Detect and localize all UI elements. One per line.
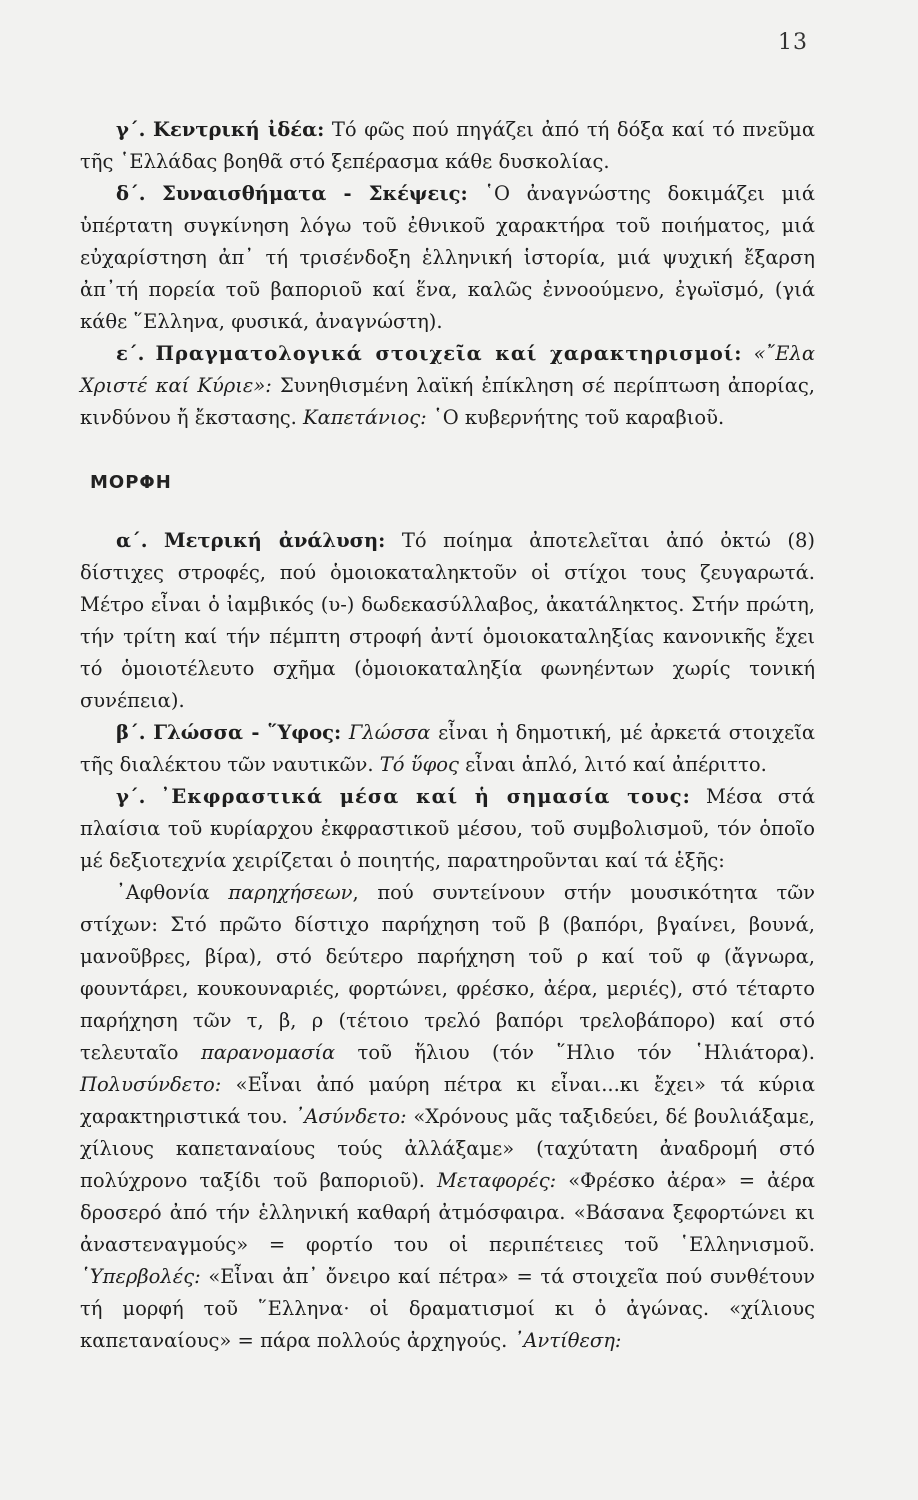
content-section-form bbox=[80, 525, 815, 1357]
paragraph-text: Συνηθισμένη λαϊκή ἐπίκληση σέ περίπτωση ἀπορίας, κινδύνου ἤ ἔκστασης. bbox=[80, 374, 815, 429]
paragraph-marker: δ΄. bbox=[116, 182, 146, 205]
paragraph-feelings-thoughts bbox=[80, 178, 815, 338]
paragraph-expressive-means bbox=[80, 781, 815, 877]
paragraph-text: «Χρόνους μᾶς ταξιδεύει, δέ βουλιάξαμε, χίλιους καπεταναίους τούς ἀλλάξαμε» (ταχύτατη ἀναδρομή στό πολύχρονο ταξίδι τοῦ βαποριοῦ). bbox=[80, 1105, 815, 1192]
paragraph-text: , πού συντείνουν στήν μουσικότητα τῶν στίχων: Στό πρῶτο δίστιχο παρήχηση τοῦ β (βαπόρι, βγαίνει, βουνά, μανοῦβρες, βίρα), στό δεύτερο παρήχηση τοῦ ρ καί τοῦ φ (ἄγνωρα, φουντάρει, κουκουναριές, φορτώνει, φρέσκο, ἀέρα, μεριές), στό τέταρτο παρήχηση τῶν τ, β, ρ (τέτοιο τρελό βαπόρι τρελοβάπορο) καί στό τελευταῖο bbox=[80, 881, 815, 1064]
term: Καπετάνιος: bbox=[303, 406, 427, 429]
content-section-top bbox=[80, 114, 815, 434]
paragraph-marker: ε΄. bbox=[116, 342, 145, 365]
paragraph-heading: Συναισθήματα - Σκέψεις: bbox=[162, 182, 468, 205]
paragraph-heading: Πραγματολογικά στοιχεῖα καί χαρακτηρισμοί: bbox=[155, 342, 743, 365]
paragraph-text: «Εἶναι ἀπ᾽ ὄνειρο καί πέτρα» = τά στοιχεῖα πού συνθέτουν τή μορφή τοῦ ῞Ελληνα· οἱ δραματισμοί κι ὁ ἀγώνας. «χίλιους καπεταναίους» = πάρα πολλούς ἀρχηγούς. bbox=[80, 1265, 815, 1352]
term: Πολυσύνδετο: bbox=[80, 1073, 222, 1096]
paragraph-text: ῾Ο ἀναγνώστης δοκιμάζει μιά ὑπέρτατη συγκίνηση λόγω τοῦ ἐθνικοῦ χαρακτήρα τοῦ ποιήματος, μιά εὐχαρίστηση ἀπ᾽ τή τρισένδοξη ἑλληνική ἱστορία, μιά ψυχική ἔξαρση ἀπ᾽τή πορεία τοῦ βαποριοῦ καί ἕνα, καλῶς ἐννοούμενο, ἐγωϊσμό, (γιά κάθε ῞Ελληνα, φυσικά, ἀναγνώστη). bbox=[80, 182, 815, 333]
paragraph-marker: α΄. bbox=[116, 529, 148, 552]
paragraph-text: Τό ποίημα ἀποτελεῖται ἀπό ὀκτώ (8) δίστιχες στροφές, πού ὁμοιοκαταληκτοῦν οἱ στίχοι τους ζευγαρωτά. Μέτρο εἶναι ὁ ἰαμβικός (υ-) δωδεκασύλλαβος, ἀκατάληκτος. Στήν πρώτη, τήν τρίτη καί τήν πέμπτη στροφή ἀντί ὁμοιοκαταληξίας κανονικῆς ἔχει τό ὁμοιοτέλευτο σχῆμα (ὁμοιοκαταληξία φωνηέντων χωρίς τονική συνέπεια). bbox=[80, 529, 815, 712]
paragraph-marker: γ΄. bbox=[116, 785, 146, 808]
term: ᾽Ασύνδετο: bbox=[294, 1105, 407, 1128]
quoted-phrase: «῎Ελα Χριστέ καί Κύριε»: bbox=[80, 342, 816, 397]
paragraph-devices bbox=[80, 877, 815, 1357]
paragraph-marker: γ΄. bbox=[116, 118, 146, 141]
paragraph-text: «Εἶναι ἀπό μαύρη πέτρα κι εἶναι...κι ἔχει» τά κύρια χαρακτηριστικά του. bbox=[80, 1073, 815, 1128]
term: ῾Υπερβολές: bbox=[80, 1265, 201, 1288]
paragraph-factual-elements bbox=[80, 338, 815, 434]
term: παρηχήσεων bbox=[228, 881, 353, 904]
paragraph-text: ᾽Αφθονία bbox=[116, 881, 229, 904]
page-number: 13 bbox=[778, 30, 808, 55]
term: Τό ὕφος bbox=[379, 753, 459, 776]
paragraph-metrics bbox=[80, 525, 815, 717]
paragraph-heading: Γλώσσα - ῞Υφος: bbox=[153, 721, 342, 744]
paragraph-text: εἶναι ἁπλό, λιτό καί ἀπέριττο. bbox=[458, 753, 767, 776]
paragraph-text: «Φρέσκο ἀέρα» = ἀέρα δροσερό ἀπό τήν ἑλληνική καθαρή ἀτμόσφαιρα. «Βάσανα ξεφορτώνει κι ἀναστεναγμούς» = φορτίο του οἱ περιπέτειες τοῦ ῾Ελληνισμοῦ. bbox=[80, 1169, 815, 1256]
paragraph-text: Μέσα στά πλαίσια τοῦ κυρίαρχου ἐκφραστικοῦ μέσου, τοῦ συμβολισμοῦ, τόν ὁποῖο μέ δεξιοτεχνία χειρίζεται ὁ ποιητής, παρατηροῦνται καί τά ἑξῆς: bbox=[80, 785, 816, 872]
paragraph-heading: Κεντρική ἰδέα: bbox=[153, 118, 325, 141]
paragraph-text: ῾Ο κυβερνήτης τοῦ καραβιοῦ. bbox=[426, 406, 725, 429]
paragraph-text: τοῦ ἥλιου (τόν ῞Ηλιο τόν ῾Ηλιάτορα). bbox=[335, 1041, 815, 1064]
paragraph-heading: Μετρική ἀνάλυση: bbox=[164, 529, 386, 552]
paragraph-language-style bbox=[80, 717, 815, 781]
paragraph-central-idea bbox=[80, 114, 815, 178]
paragraph-marker: β΄. bbox=[116, 721, 146, 744]
paragraph-text: Τό φῶς πού πηγάζει ἀπό τή δόξα καί τό πνεῦμα τῆς ῾Ελλάδας βοηθᾶ στό ξεπέρασμα κάθε δυσκολίας. bbox=[80, 118, 815, 173]
paragraph-text: εἶναι ἡ δημοτική, μέ ἀρκετά στοιχεῖα τῆς διαλέκτου τῶν ναυτικῶν. bbox=[80, 721, 816, 776]
term: ᾽Αντίθεση: bbox=[513, 1329, 622, 1352]
term: Γλώσσα bbox=[341, 721, 431, 744]
section-title: ΜΟΡΦΗ bbox=[90, 472, 172, 493]
term: παρανομασία bbox=[200, 1041, 336, 1064]
paragraph-heading: ᾽Εκφραστικά μέσα καί ἡ σημασία τους: bbox=[160, 785, 691, 808]
term: Μεταφορές: bbox=[437, 1169, 557, 1192]
